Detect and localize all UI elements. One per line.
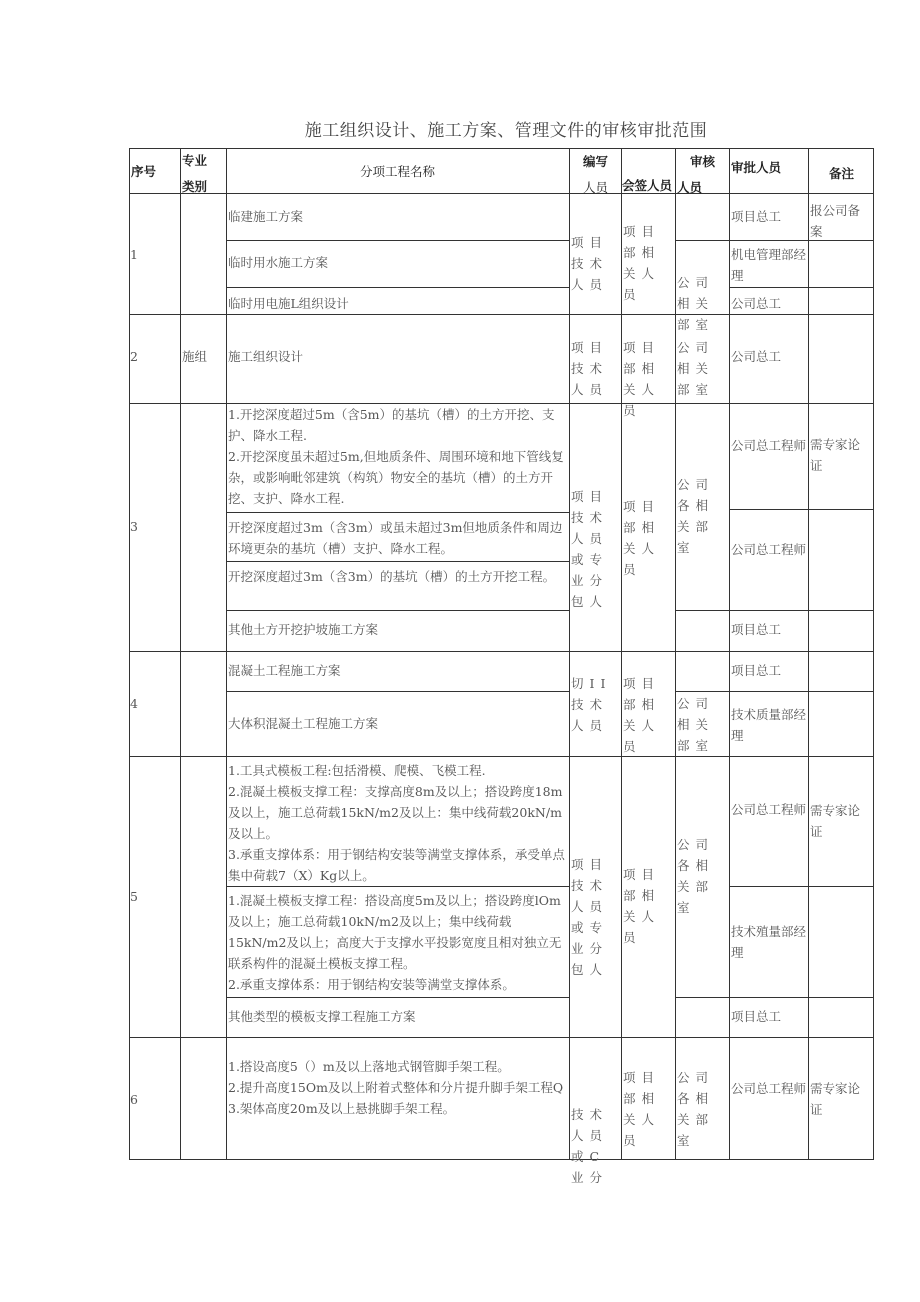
remark-cell: 需专家论证 <box>810 1081 861 1117</box>
table-rule <box>675 610 729 611</box>
item-name: 临时用水施工方案 <box>228 255 329 270</box>
item-name: 临建施工方案 <box>228 209 304 224</box>
header-countersign: 会签人员 <box>622 178 673 193</box>
item-name: 1.开挖深度超过5m（含5m）的基坑（槽）的土方开挖、支护、降水工程. 2.开挖深度虽未超过5m,但地质条件、周围环境和地下管线复杂，或影响毗邻建筑（构筑）物安全的基坑（槽）的土方开挖、支护、降水工程. <box>228 407 564 506</box>
editor-cell: 项目技术人员或专业分包人 <box>571 489 609 609</box>
table-border <box>129 148 874 149</box>
header-remark: 备注 <box>829 166 855 181</box>
header-seq: 序号 <box>131 164 157 179</box>
item-name: 其他土方开挖护坡施工方案 <box>228 622 379 637</box>
approver-cell: 公司总工 <box>731 349 782 364</box>
editor-cell: 技术人员或C业分 <box>571 1107 609 1185</box>
approver-cell: 项目总工 <box>731 1009 782 1024</box>
table-rule <box>808 148 809 1160</box>
page-title: 施工组织设计、施工方案、管理文件的审核审批范围 <box>304 121 708 141</box>
approver-cell: 公司总工 <box>731 296 782 311</box>
item-name: 1.混凝土模板支撑工程：搭设高度5m及以上；搭设跨度lOm及以上；施工总荷载10kN∕m2及以上；集中线荷载15kN/m2及以上；高度大于支撑水平投影宽度且相对独立无联系构件的混凝土模板支撑工程。 2.承重支撑体系：用于钢结构安装等满堂支撑体系。 <box>228 893 562 992</box>
item-name: 开挖深度超过3m（含3m）或虽未超过3m但地质条件和周边环境更杂的基坑（槽）支护、降水工程。 <box>228 520 563 556</box>
item-name: 施工组织设计 <box>228 349 304 364</box>
table-rule <box>226 610 569 611</box>
header-reviewer: 审核 <box>690 154 716 169</box>
item-name: 开挖深度超过3m（含3m）的基坑（槽）的土方开挖工程。 <box>228 569 556 584</box>
table-rule <box>226 997 569 998</box>
row-seq: 2 <box>130 349 138 364</box>
table-rule <box>729 691 874 692</box>
editor-cell: 项目技术人员或专业分包人 <box>571 857 609 977</box>
approver-cell: 项目总工 <box>731 622 782 637</box>
countersign-cell: 项目部相关人员 <box>623 340 661 418</box>
countersign-cell: 项目部相关人员 <box>623 867 661 945</box>
row-seq: 3 <box>130 519 138 534</box>
remark-cell: 报公司备案 <box>810 203 861 239</box>
approver-cell: 公司总工程师 <box>731 802 807 817</box>
table-rule <box>621 148 622 1160</box>
approver-cell: 机电管理部经理 <box>731 247 807 283</box>
table-rule <box>226 886 569 887</box>
countersign-cell: 项目部相关人员 <box>623 499 661 577</box>
approver-cell: 项目总工 <box>731 663 782 678</box>
table-rule <box>675 691 729 692</box>
approver-cell: 公司总工程师 <box>731 542 807 557</box>
header-category: 专业 <box>182 153 208 168</box>
item-name: 大体积混凝土工程施工方案 <box>228 716 379 731</box>
header-reviewer: 人员 <box>677 180 703 195</box>
header-category: 类别 <box>182 179 208 194</box>
reviewer-cell: 公司各相关部室 <box>677 477 715 555</box>
table-rule <box>729 509 874 510</box>
row-seq: 4 <box>130 696 138 711</box>
countersign-cell: 项目部相关人员 <box>623 1070 661 1148</box>
remark-cell: 需专家论证 <box>810 437 861 473</box>
table-rule <box>226 512 569 513</box>
table-rule <box>729 886 874 887</box>
approver-cell: 公司总工程师 <box>731 438 807 453</box>
table-border <box>873 148 874 1160</box>
table-rule <box>729 148 730 1160</box>
table-rule <box>180 148 181 1160</box>
header-name: 分项工程名称 <box>359 164 435 179</box>
table-rule <box>129 314 874 315</box>
row-seq: 6 <box>130 1092 138 1107</box>
table-rule <box>729 997 874 998</box>
table-rule <box>675 997 729 998</box>
editor-cell: 项目技术人员 <box>571 340 609 397</box>
editor-cell: 切II技术人员 <box>571 676 612 733</box>
header-editor: 编写 <box>583 154 609 169</box>
table-rule <box>226 240 569 241</box>
editor-cell: 项目技术人员 <box>571 235 609 292</box>
header-editor: 人员 <box>583 180 609 195</box>
table-border <box>129 148 130 1160</box>
approver-cell: 技术殖量部经理 <box>731 924 807 960</box>
approver-cell: 公司总工程师 <box>731 1081 807 1096</box>
header-approver: 审批人员 <box>731 160 782 175</box>
table-rule <box>129 651 874 652</box>
table-rule <box>226 691 569 692</box>
reviewer-cell: 公司各相关部室 <box>677 1070 715 1148</box>
row-seq: 5 <box>130 889 138 904</box>
table-rule <box>129 756 874 757</box>
item-name: 1.搭设高度5（）m及以上落地式钢管脚手架工程。 2.提升高度15Om及以上附着式整体和分片提升脚手架工程Q 3.架体高度20m及以上悬挑脚手架工程。 <box>228 1059 564 1116</box>
reviewer-cell: 公司各相关部室 <box>677 837 715 915</box>
table-rule <box>729 610 874 611</box>
reviewer-cell: 公司相关部室 <box>677 275 715 332</box>
table-rule <box>569 148 570 1160</box>
table-rule <box>226 148 227 1160</box>
approver-cell: 技术质量部经理 <box>731 707 807 743</box>
item-name: 临时用电施L组织设计 <box>228 296 349 311</box>
table-rule <box>129 1037 874 1038</box>
table-rule <box>226 287 569 288</box>
item-name: 1.工具式模板工程:包括滑模、爬模、飞模工程. 2.混凝土模板支撑工程：支撑高度8m及以上；搭设跨度18m及以上，施工总荷载15kN/m2及以上：集中线荷载20kN∕m及以上。 3.承重支撑体系：用于钢结构安装等满堂支撑体系，承受单点集中荷载7（X）Kg以上。 <box>228 763 565 883</box>
table-rule <box>226 561 569 562</box>
reviewer-cell: 公司相关部室 <box>677 696 715 753</box>
table-rule <box>675 240 729 241</box>
table-border <box>129 1159 874 1160</box>
remark-cell: 需专家论证 <box>810 803 861 839</box>
countersign-cell: 项目部相关人员 <box>623 676 661 754</box>
countersign-cell: 项目部相关人员 <box>623 224 661 302</box>
item-name: 其他类型的模板支撑工程施工方案 <box>228 1009 416 1024</box>
reviewer-cell: 公司相关部室 <box>677 340 715 397</box>
approver-cell: 项目总工 <box>731 209 782 224</box>
row-seq: 1 <box>130 247 138 262</box>
table-rule <box>129 193 874 194</box>
row-category: 施组 <box>182 349 208 364</box>
item-name: 混凝土工程施工方案 <box>228 663 341 678</box>
table-rule <box>729 287 874 288</box>
approval-table <box>129 148 874 1185</box>
table-rule <box>675 148 676 1160</box>
